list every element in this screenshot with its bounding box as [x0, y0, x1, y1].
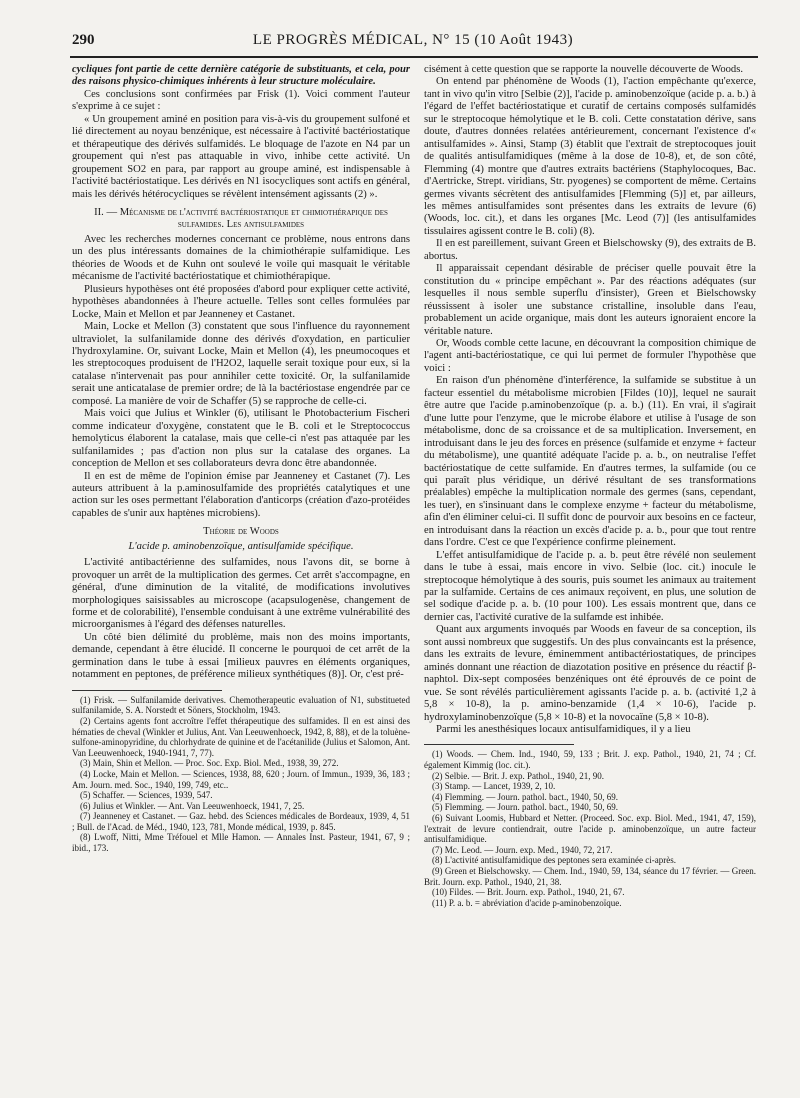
page-number: 290 [72, 32, 95, 48]
paragraph: Ces conclusions sont confirmées par Frisk (1). Voici comment l'auteur s'exprime à ce sujet : [72, 88, 410, 113]
paragraph: cisément à cette question que se rapporte la nouvelle découverte de Woods. [424, 64, 744, 75]
footnote: (5) Schaffer. — Sciences, 1939, 547. [80, 790, 213, 801]
footnote: (6) Suivant Loomis, Hubbard et Netter. (Proceed. Soc. exp. Biol. Med., 1941, 47, 159), l'extrait de levure contiendrait, outre l'acide p. aminobenzoïque, un autre facteur antisulfamidique. [424, 813, 756, 845]
footnote-rule [424, 744, 574, 745]
footnote: (3) Stamp. — Lancet, 1939, 2, 10. [432, 781, 556, 792]
footnote: (6) Julius et Winkler. — Ant. Van Leeuwenhoeck, 1941, 7, 25. [80, 800, 305, 811]
right-column [424, 64, 756, 908]
footnote: (2) Selbie. — Brit. J. exp. Pathol., 1940, 21, 90. [432, 770, 604, 781]
paragraph: Or, Woods comble cette lacune, en découvrant la composition chimique de l'agent anti-bactériostatique, ce qui lui permet de formuler l'hypothèse que voici : [424, 337, 756, 374]
quote: « Un groupement aminé en position para vis-à-vis du groupement sulfoné et lié directement au noyau benzénique, est nécessaire à l'activité bactériostatique et thérapeutique des dérivés sulfamidés. Le bloquage de l'azote en N4 par un groupement qui n'est pas attaquable in vivo, inhibe cette activité. Un groupement SO2 en para, par rapport au groupe aminé, est indispensable à l'activité bactériostatique. Les dérivés en N1 isocycliques sont actifs en général, mais les dérivés hétérocycliques se révèlent intensément agissants (2) ». [72, 113, 410, 200]
footnote: (7) Mc. Leod. — Journ. exp. Med., 1940, 72, 217. [432, 844, 613, 855]
paragraph: Il apparaissait cependant désirable de préciser quelle pouvait être la constitution du « principe empêchant ». Par des réactions adéquates (sur lesquelles il nous semble superflu d'insister), Green et Bielschowsky réussissent à isoler une substance cristalline, insoluble dans l'eau, probablement un acide organique, mais dont les auteurs ignoraient encore la véritable nature. [424, 263, 756, 337]
footnote: (11) P. a. b. = abréviation d'acide p-aminobenzoïque. [432, 897, 622, 908]
footnotes [424, 749, 756, 908]
paragraph: L'activité antibactérienne des sulfamides, nous l'avons dit, se borne à provoquer un arrêt de la multiplication des germes. Cet arrêt s'accompagne, en général, d'une diminution de la vitalité, de modifications involutives morphologiques saisissables au microscope (acapsulogenèse, changement de forme et de colorabilité), l'ensemble conduisant à une extrême vulnérabilité des microorganismes à l'égard des défenses naturelles. [72, 557, 410, 631]
paragraph: Parmi les anesthésiques locaux antisulfamidiques, il y a lieu [436, 724, 691, 736]
footnote: (7) Jeanneney et Castanet. — Gaz. hebd. des Sciences médicales de Bordeaux, 1939, 4, 51 ; Bull. de l'Acad. de Méd., 1940, 123, 781, Monde médical, 1939, p. 845. [72, 811, 410, 832]
paragraph: Il en est de même de l'opinion émise par Jeanneney et Castanet (7). Les auteurs attribuent à la p.aminosulfamide des propriétés catalytiques et une action sur les oses permettant l'élaboration d'anticorps (création d'azo-protéides capables de s'unir aux haptènes microbiens). [72, 470, 410, 519]
paragraph: On entend par phénomène de Woods (1), l'action empêchante qu'exerce, tant in vivo qu'in vitro [Selbie (2)], l'acide p. aminobenzoïque (acide p. a. b.) à l'égard de l'effet bactériostatique et curatif de certains composés sulfamidés sur le streptocoque hémolytique et le B. coli. Cette constatation dérive, sans doute, d'autres données relatées antérieurement, concernant l'existence d'« antisulfamides ». Ainsi, Stamp (3) établit que l'extrait de streptocoques jouit de qualités antisulfamidiques (même à la dose de 10-8), et, de son côté, Flemming (4) montre que d'autres extraits bactériens (Staphylocoques, Bac. d'Aertricke, Strept. viridians, Str. pyogenes) se comportent de même. Certains germes vivants sécrètent des antisulfamides [Flemming (5)] et, par ailleurs, les mêmes antisulfamides sont présentes dans les extraits de levure (6) (Woods, loc. cit.), et dans les organes [Mc. Leod (7)] (les antisulfamides tissulaires agissent contre le B. coli) (8). [424, 76, 756, 237]
footnote: (4) Locke, Main et Mellon. — Sciences, 1938, 88, 620 ; Journ. of Immun., 1939, 36, 183 ; Am. Journ. med. Soc., 1940, 199, 749, etc.. [72, 768, 410, 790]
paragraph: cycliques font partie de cette dernière catégorie de substituants, et cela, pour des raisons physico-chimiques inhérents à leur structure moléculaire. [72, 64, 410, 88]
paragraph: Main, Locke et Mellon (3) constatent que sous l'influence du rayonnement ultraviolet, la sulfanilamide donne des dérivés d'oxydation, en particulier l'hydroxylamine. Or, suivant Locke, Main et Mellon (4), les pneumocoques et les streptocoques produisent de l'H2O2, laquelle serait toxique pour eux, si la catalase n'intervenait pas pour annihiler cette toxicité. Or, la sulfanilamide serait une anticatalase de premier ordre; de là la bactériostase engendrée par ce composé. La manière de voir de Schaffer (5) se rapproche de celle-ci. [72, 321, 410, 407]
footnote: (5) Flemming. — Journ. pathol. bact., 1940, 50, 69. [432, 802, 618, 813]
theory-title: Théorie de Woods [203, 526, 279, 538]
footnote: (4) Flemming. — Journ. pathol. bact., 1940, 50, 69. [432, 791, 618, 802]
footnote: (9) Green et Bielschowsky. — Chem. Ind., 1940, 59, 134, séance du 17 février. — Green. Brit. Journ. exp. Pathol., 1940, 21, 38. [424, 866, 756, 887]
footnotes [72, 695, 410, 854]
paragraph: L'effet antisulfamidique de l'acide p. a. b. peut être révélé non seulement dans le tube à essai, mais encore in vivo. Selbie (loc. cit.) inocule le streptocoque hémolytique à des souris, puis soumet les animaux au traitement par la sulfamide. Certains de ces animaux reçoivent, en plus, une solution de sel sodique d'acide p. a. b. (10 pour 100). Les essais montrent que, dans ce dernier cas, l'activité curative de la sulfamde est inhibée. [424, 549, 756, 623]
section-title: II. — Mécanisme de l'activité bactériostatique et chimiothérapique des sulfamides. Les antisulfamides [94, 206, 388, 231]
paragraph: Un côté bien délimité du problème, mais non des moins importants, demande, cependant à être élucidé. Il concerne le pourquoi de cet arrêt de la germination dans le tube à essai [milieux pauvres en éléments organiques, notamment en peptones, de préférence milieux synthétiques (8)]. Or, c'est pré- [72, 631, 410, 681]
header-rule [70, 56, 758, 58]
footnote: (1) Woods. — Chem. Ind., 1940, 59, 133 ; Brit. J. exp. Pathol., 1940, 21, 74 ; Cf. également Kimmig (loc. cit.). [424, 749, 756, 771]
left-column [72, 64, 410, 854]
paragraph: Plusieurs hypothèses ont été proposées d'abord pour expliquer cette activité, hypothèses abandonnées à l'heure actuelle. Telles sont celles formulées par Locke, Main et Mellon et par Jeanneney et Castanet. [72, 283, 410, 320]
footnote: (2) Certains agents font accroître l'effet thérapeutique des sulfamides. Il en est ainsi des hématies de cheval (Winkler et Julius, Ant. Van Leeuwenhoeck, 1942, 8, 88), et de la toluène-sulfone-aminopyridine, du chlorhydrate de quinine et de l'acétanilide (Julius et Salomon, Ant. Van Leeuwenhoeck, 1940-1941, 7, 77). [72, 715, 410, 758]
paragraph: Mais voici que Julius et Winkler (6), utilisant le Photobacterium Fischeri comme indicateur d'oxygène, constatent que le B. coli et le Streptococcus hemolyticus élaborent la catalase, mais que celle-ci n'est pas attaquée par les sulfanilamides ; pas d'action non plus sur la catalase des organes. La conception de Mellon et ses collaborateurs devra donc être abandonnée. [72, 408, 410, 470]
paragraph: Il en est pareillement, suivant Green et Bielschowsky (9), des extraits de B. abortus. [424, 238, 756, 262]
paragraph: En raison d'un phénomène d'interférence, la sulfamide se substitue à un facteur essentiel du métabolisme microbien [Fildes (10)], lequel ne saurait être autre que l'acide p.aminobenzoïque (p. a. b.) (11). En vrai, il s'agirait d'une lutte pour l'enzyme, que le microbe élabore et utilise à l'usage de son métabolisme, donc de sa croissance et de sa multiplication. Inversement, en introduisant dans le jeu des forces en présence (sulfamide et enzyme + facteur du métabolisme), une quantité adéquate l'acide p. a. b., on neutralise l'effet bactériostatique de cette sulfamide. En d'autres termes, la sulfamide (ou ce qui paraît plus véridique, un dérivé résultant de ses transformations préalables) empêche la multiplication normale des germes (sans, cependant, les tuer), en s'insinuant dans le complexe enzyme + facteur du métabolisme, afin d'en éliminer celui-ci. Il suffit donc de pourvoir aux besoins en ce facteur, en introduisant dans la réaction un excès d'acide p. a. b., pour que tout rentre dans l'ordre. C'est ce que l'expérience confirme pleinement. [424, 375, 756, 549]
footnote: (3) Main, Shin et Mellon. — Proc. Soc. Exp. Biol. Med., 1938, 39, 272. [80, 758, 339, 769]
footnote-rule [72, 690, 222, 691]
theory-subtitle: L'acide p. aminobenzoïque, antisulfamide spécifique. [128, 540, 354, 552]
footnote: (10) Fildes. — Brit. Journ. exp. Pathol., 1940, 21, 67. [432, 887, 625, 898]
journal-title: LE PROGRÈS MÉDICAL, N° 15 (10 Août 1943) [252, 32, 574, 48]
paragraph: Avec les recherches modernes concernant ce problème, nous entrons dans un des plus intéressants domaines de la chimiothérapie sulfamidique. Les théories de Woods et de Kuhn ont soulevé le voile qui masquait le véritable mécanisme de l'activité bactériostatique et chimiothérapique. [72, 233, 410, 283]
footnote: (1) Frisk. — Sulfanilamide derivatives. Chemotherapeutic evaluation of N1, substitueted sulfanilamide, S. A. Norstedt et Söners, Stockholm, 1943. [72, 694, 410, 716]
footnote: (8) L'activité antisulfamidique des peptones sera examinée ci-après. [432, 855, 677, 866]
page-header [72, 30, 754, 54]
paragraph: Quant aux arguments invoqués par Woods en faveur de sa conception, ils sont aussi nombreux que suggestifs. Un des plus convaincants est la présence, dans les extraits de levure, éminemment antibactériostatiques, de principes aminés donnant une réaction de diazotation positive en présence du réactif β-naphtol. Dix-sept composées benzéniques ont été éprouvés de ce point de vue. Se sont révélés particulièrement agissants l'acide p. a. b. (activité 1,2 à 5,8 × 10-8), la p. amino-benzamide (1,4 × 10-6), l'acide p. hydroxylaminobenzoïque (5,8 × 10-8) et la novocaïne (5,8 × 10-8). [424, 624, 756, 723]
footnote: (8) Lwoff, Nitti, Mme Tréfouel et Mlle Hamon. — Annales Inst. Pasteur, 1941, 67, 9 ; ibid., 173. [72, 832, 410, 854]
